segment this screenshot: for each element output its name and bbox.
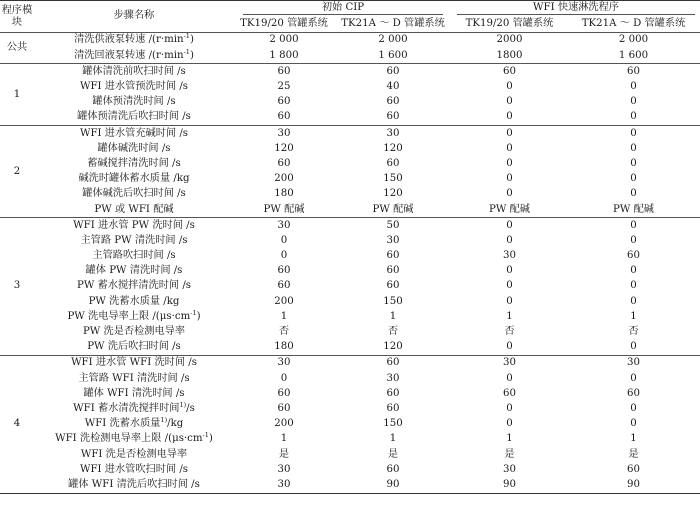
step-name-cell xyxy=(34,126,234,142)
table-row xyxy=(0,447,700,462)
header-module: 程序模块 xyxy=(0,1,34,33)
value-cip-tk19-20: 60 xyxy=(277,387,291,399)
value-cip-tk21: 60 xyxy=(334,355,452,371)
table-row xyxy=(0,371,700,386)
table-row xyxy=(0,340,700,356)
value-wfi-tk21: 0 xyxy=(630,142,637,154)
value-cip-tk21: 60 xyxy=(334,64,452,80)
value-cip-tk21: 150 xyxy=(383,418,403,430)
table-row xyxy=(0,64,700,80)
value-cip-tk21: 60 xyxy=(386,250,400,262)
step-unit-tail: /s xyxy=(186,402,195,414)
value-cip-tk21: 120 xyxy=(383,341,403,353)
step-name-cell xyxy=(34,202,234,218)
value-cip-tk19-20: 120 xyxy=(274,142,294,154)
value-wfi-tk19-20: 1800 xyxy=(496,49,523,61)
value-cip-tk19-20: 30 xyxy=(277,463,291,475)
value-wfi-tk21: 1 xyxy=(630,433,637,445)
value-wfi-tk21: 否 xyxy=(628,326,639,338)
value-wfi-tk21: 0 xyxy=(630,265,637,277)
value-cip-tk21: 60 xyxy=(386,111,400,123)
step-name-cell xyxy=(34,172,234,187)
step-name: 清洗供液泵转速 /(r·min xyxy=(74,34,184,46)
value-cip-tk19-20: 否 xyxy=(278,326,290,338)
table-row xyxy=(0,462,700,477)
value-wfi-tk21: 60 xyxy=(627,250,640,262)
module-cell: 4 xyxy=(0,355,34,493)
value-cip-tk21: 60 xyxy=(386,157,400,169)
value-wfi-tk21: 0 xyxy=(630,188,637,200)
header-group-wfi-rinse-label: WFI 快速淋洗程序 xyxy=(457,3,695,15)
step-name-cell xyxy=(34,218,234,234)
header-wfi-tk19-20: TK19/20 管罐系统 xyxy=(452,17,567,33)
value-wfi-tk21: 30 xyxy=(567,355,700,371)
step-name-cell xyxy=(34,187,234,202)
value-wfi-tk21: 1 xyxy=(630,310,637,322)
step-name: 主管路吹扫时间 /s xyxy=(92,250,176,262)
value-wfi-tk21: 0 xyxy=(630,372,637,384)
table-row xyxy=(0,157,700,172)
step-superscript: -1 xyxy=(183,32,190,41)
step-name-cell xyxy=(34,294,234,309)
value-wfi-tk19-20: 0 xyxy=(506,265,513,277)
value-cip-tk19-20: 1 800 xyxy=(269,49,299,61)
table-row xyxy=(0,477,700,493)
value-wfi-tk19-20: 否 xyxy=(504,326,515,338)
table-row xyxy=(0,279,700,294)
value-wfi-tk21: 0 xyxy=(630,96,637,108)
value-wfi-tk19-20: 是 xyxy=(504,448,515,460)
step-name-cell xyxy=(34,110,234,126)
value-cip-tk19-20: 180 xyxy=(274,341,294,353)
step-name: WFI 进水管 WFI 洗时间 /s xyxy=(71,357,197,369)
value-wfi-tk21: 0 xyxy=(567,218,700,234)
value-cip-tk19-20: 60 xyxy=(277,402,291,414)
table-row xyxy=(0,386,700,401)
value-cip-tk21: 1 xyxy=(389,433,397,445)
value-cip-tk19-20: 60 xyxy=(277,280,291,292)
value-wfi-tk21: 60 xyxy=(567,64,700,80)
value-wfi-tk21: 0 xyxy=(630,173,637,185)
step-name-cell xyxy=(34,249,234,264)
step-name-cell xyxy=(34,447,234,462)
value-cip-tk21: 40 xyxy=(386,81,400,93)
value-wfi-tk21: 是 xyxy=(628,448,639,460)
value-wfi-tk19-20: 0 xyxy=(506,234,513,246)
value-wfi-tk19-20: 1 xyxy=(506,433,513,445)
value-cip-tk21: 150 xyxy=(383,295,403,307)
value-wfi-tk21: 60 xyxy=(627,387,640,399)
header-cip-tk21: TK21A ～ D 管罐系统 xyxy=(334,17,452,33)
value-wfi-tk21: 2 000 xyxy=(618,34,649,46)
value-cip-tk19-20: 180 xyxy=(274,188,294,200)
value-cip-tk19-20: 200 xyxy=(274,295,294,307)
table-row xyxy=(0,110,700,126)
table-row xyxy=(0,355,700,371)
value-wfi-tk21: 0 xyxy=(567,126,700,142)
value-wfi-tk21: 0 xyxy=(630,418,637,430)
value-wfi-tk21: 1 600 xyxy=(618,49,649,61)
step-name: 主管路 PW 清洗时间 /s xyxy=(80,234,188,246)
step-name-cell xyxy=(34,355,234,371)
value-cip-tk21: 30 xyxy=(386,234,400,246)
step-name: 罐体清洗前吹扫时间 /s xyxy=(82,65,186,77)
value-wfi-tk19-20: 0 xyxy=(506,280,513,292)
step-unit-tail: ) xyxy=(189,49,194,61)
table-row xyxy=(0,325,700,340)
module-cell: 公共 xyxy=(6,42,28,54)
table-row xyxy=(0,249,700,264)
value-cip-tk19-20: 30 xyxy=(234,218,334,234)
table-row xyxy=(0,141,700,156)
step-name: 主管路 WFI 清洗时间 /s xyxy=(78,372,190,384)
value-cip-tk19-20: 60 xyxy=(277,96,291,108)
header-wfi-tk21: TK21A ～ D 管罐系统 xyxy=(567,17,700,33)
value-cip-tk21: 60 xyxy=(386,402,400,414)
value-wfi-tk19-20: 0 xyxy=(506,402,513,414)
value-cip-tk19-20: PW 配碱 xyxy=(263,203,305,215)
value-cip-tk19-20: 0 xyxy=(280,372,288,384)
step-name-cell xyxy=(34,477,234,493)
step-unit-tail: /kg xyxy=(167,418,184,430)
value-wfi-tk19-20: 1 xyxy=(506,310,513,322)
value-wfi-tk19-20: 60 xyxy=(452,64,567,80)
table-row xyxy=(0,402,700,417)
step-name-cell xyxy=(34,386,234,401)
value-cip-tk19-20: 200 xyxy=(274,418,294,430)
value-wfi-tk19-20: 0 xyxy=(506,173,513,185)
step-name-cell xyxy=(34,432,234,447)
table-row xyxy=(0,202,700,218)
value-cip-tk21: 1 xyxy=(389,310,397,322)
value-wfi-tk21: 0 xyxy=(630,402,637,414)
step-superscript: 1) xyxy=(160,416,168,425)
value-wfi-tk19-20: 90 xyxy=(452,477,567,493)
value-cip-tk19-20: 0 xyxy=(280,250,288,262)
step-name-cell xyxy=(34,417,234,432)
value-cip-tk19-20: 30 xyxy=(234,355,334,371)
value-cip-tk19-20: 30 xyxy=(234,477,334,493)
step-superscript: -1 xyxy=(190,309,197,317)
value-wfi-tk21: 0 xyxy=(630,295,637,307)
step-name: 罐体碱洗时间 /s xyxy=(97,142,171,154)
value-wfi-tk19-20: 0 xyxy=(506,418,513,430)
value-cip-tk21: PW 配碱 xyxy=(372,203,414,215)
step-name: PW 洗是否检测电导率 xyxy=(82,326,186,338)
value-wfi-tk19-20: 60 xyxy=(503,387,516,399)
table-row xyxy=(0,48,700,64)
value-cip-tk19-20: 25 xyxy=(277,81,291,93)
value-wfi-tk19-20: 0 xyxy=(506,372,513,384)
value-wfi-tk21: 0 xyxy=(630,111,637,123)
value-wfi-tk19-20: 0 xyxy=(506,295,513,307)
value-cip-tk21: 60 xyxy=(386,96,400,108)
header-group-initial-cip xyxy=(234,1,452,18)
step-name: 碱洗时罐体蓄水质量 /kg xyxy=(78,173,190,185)
step-name-cell xyxy=(34,402,234,417)
step-name-cell xyxy=(34,371,234,386)
table-row xyxy=(0,95,700,110)
step-name: 罐体 WFI 清洗后吹扫时间 /s xyxy=(68,478,200,490)
value-wfi-tk19-20: 0 xyxy=(506,111,513,123)
table-body xyxy=(0,33,700,494)
value-cip-tk21: 是 xyxy=(387,448,399,460)
step-name-cell xyxy=(34,64,234,80)
value-cip-tk21: 50 xyxy=(334,218,452,234)
step-unit-tail: ) xyxy=(208,433,213,445)
value-wfi-tk19-20: 0 xyxy=(506,96,513,108)
step-name-cell xyxy=(34,233,234,248)
value-wfi-tk21: 0 xyxy=(630,157,637,169)
step-name-cell xyxy=(34,462,234,477)
value-wfi-tk19-20: 0 xyxy=(506,142,513,154)
table-row xyxy=(0,233,700,248)
step-name: PW 洗电导率上限 /(μs·cm xyxy=(67,310,191,322)
step-name: 罐体预清洗时间 /s xyxy=(92,96,176,108)
step-name: PW 或 WFI 配碱 xyxy=(94,203,174,215)
value-wfi-tk19-20: 0 xyxy=(506,188,513,200)
value-cip-tk21: 150 xyxy=(383,173,403,185)
table-row xyxy=(0,33,700,49)
step-name: WFI 进水管充碱时间 /s xyxy=(79,127,188,139)
module-cell: 2 xyxy=(0,126,34,218)
step-name: WFI 洗蓄水质量 xyxy=(84,418,161,430)
value-cip-tk21: 2 000 xyxy=(378,34,408,46)
step-name: WFI 进水管预洗时间 /s xyxy=(79,81,188,93)
value-wfi-tk21: 0 xyxy=(630,234,637,246)
value-cip-tk21: 60 xyxy=(386,463,400,475)
table-row xyxy=(0,432,700,447)
header-group-initial-cip-label: 初始 CIP xyxy=(243,3,443,15)
step-name-cell xyxy=(34,264,234,279)
value-cip-tk21: 60 xyxy=(386,387,400,399)
value-wfi-tk19-20: 30 xyxy=(503,250,516,262)
step-name-cell xyxy=(34,340,234,356)
step-name: WFI 进水管 PW 洗时间 /s xyxy=(73,219,195,231)
value-cip-tk21: 30 xyxy=(386,372,400,384)
step-name: 罐体 WFI 清洗时间 /s xyxy=(83,387,185,399)
value-wfi-tk21: PW 配碱 xyxy=(613,203,654,215)
step-unit-tail: ) xyxy=(196,310,201,322)
step-name: WFI 洗检测电导率上限 /(μs·cm xyxy=(55,433,203,445)
value-wfi-tk19-20: 2000 xyxy=(496,34,523,46)
table-row xyxy=(0,309,700,324)
table-row xyxy=(0,218,700,234)
value-wfi-tk19-20: PW 配碱 xyxy=(489,203,530,215)
value-cip-tk21: 30 xyxy=(334,126,452,142)
step-name-cell xyxy=(34,95,234,110)
value-cip-tk21: 120 xyxy=(383,142,403,154)
header-cip-tk19-20: TK19/20 管罐系统 xyxy=(234,17,334,33)
value-cip-tk21: 60 xyxy=(386,280,400,292)
step-superscript: -1 xyxy=(202,431,209,440)
value-wfi-tk21: 90 xyxy=(567,477,700,493)
value-wfi-tk21: 0 xyxy=(630,280,637,292)
module-cell: 3 xyxy=(0,218,34,356)
table-row xyxy=(0,187,700,202)
step-name: WFI 蓄水清洗搅拌时间 xyxy=(73,402,180,414)
header-group-wfi-rinse xyxy=(452,1,700,18)
value-cip-tk19-20: 1 xyxy=(280,310,288,322)
module-cell: 1 xyxy=(0,64,34,126)
step-name: 罐体预清洗后吹扫时间 /s xyxy=(77,111,191,123)
step-name-cell xyxy=(34,157,234,172)
step-name-cell xyxy=(34,33,234,49)
value-wfi-tk19-20: 0 xyxy=(452,218,567,234)
step-name: PW 蓄水搅拌清洗时间 /s xyxy=(77,280,191,292)
table-row xyxy=(0,80,700,95)
value-cip-tk19-20: 60 xyxy=(277,157,291,169)
step-superscript: 1) xyxy=(179,401,187,409)
value-cip-tk19-20: 60 xyxy=(277,265,291,277)
value-cip-tk21: 60 xyxy=(386,265,400,277)
step-name: 清洗回液泵转速 /(r·min xyxy=(74,49,184,61)
value-cip-tk21: 120 xyxy=(383,188,403,200)
value-cip-tk19-20: 60 xyxy=(277,111,291,123)
value-wfi-tk19-20: 30 xyxy=(452,355,567,371)
header-step-name: 步骤名称 xyxy=(34,1,234,33)
step-name-cell xyxy=(34,141,234,156)
value-wfi-tk19-20: 0 xyxy=(506,341,513,353)
step-name: PW 洗后吹扫时间 /s xyxy=(87,341,181,353)
step-name: WFI 进水管吹扫时间 /s xyxy=(79,463,188,475)
value-cip-tk21: 否 xyxy=(387,326,399,338)
table-row xyxy=(0,294,700,309)
table-row xyxy=(0,172,700,187)
value-cip-tk21: 1 600 xyxy=(378,49,408,61)
table-row xyxy=(0,264,700,279)
step-superscript: -1 xyxy=(183,48,190,56)
step-name-cell xyxy=(34,279,234,294)
step-name: 蓄碱搅拌清洗时间 /s xyxy=(87,157,181,169)
step-name: PW 洗蓄水质量 /kg xyxy=(88,295,180,307)
step-name-cell xyxy=(34,80,234,95)
step-name: WFI 洗是否检测电导率 xyxy=(80,448,188,460)
step-name: 罐体 PW 清洗时间 /s xyxy=(85,265,183,277)
value-wfi-tk21: 0 xyxy=(630,341,637,353)
value-cip-tk19-20: 30 xyxy=(234,126,334,142)
value-cip-tk19-20: 是 xyxy=(278,448,290,460)
value-cip-tk19-20: 60 xyxy=(234,64,334,80)
table-row xyxy=(0,126,700,142)
value-cip-tk19-20: 200 xyxy=(274,173,294,185)
value-wfi-tk19-20: 0 xyxy=(452,126,567,142)
step-name-cell xyxy=(34,325,234,340)
value-wfi-tk19-20: 0 xyxy=(506,157,513,169)
step-name-cell xyxy=(34,309,234,324)
value-wfi-tk21: 60 xyxy=(627,463,640,475)
value-cip-tk19-20: 0 xyxy=(280,234,288,246)
value-cip-tk21: 90 xyxy=(334,477,452,493)
value-cip-tk19-20: 2 000 xyxy=(269,34,299,46)
value-cip-tk19-20: 1 xyxy=(280,433,288,445)
step-name-cell xyxy=(34,48,234,64)
value-wfi-tk19-20: 30 xyxy=(503,463,516,475)
table-row xyxy=(0,417,700,432)
step-unit-tail: ) xyxy=(189,34,194,46)
value-wfi-tk19-20: 0 xyxy=(506,81,513,93)
step-name: 罐体碱洗后吹扫时间 /s xyxy=(82,188,186,200)
value-wfi-tk21: 0 xyxy=(630,81,637,93)
